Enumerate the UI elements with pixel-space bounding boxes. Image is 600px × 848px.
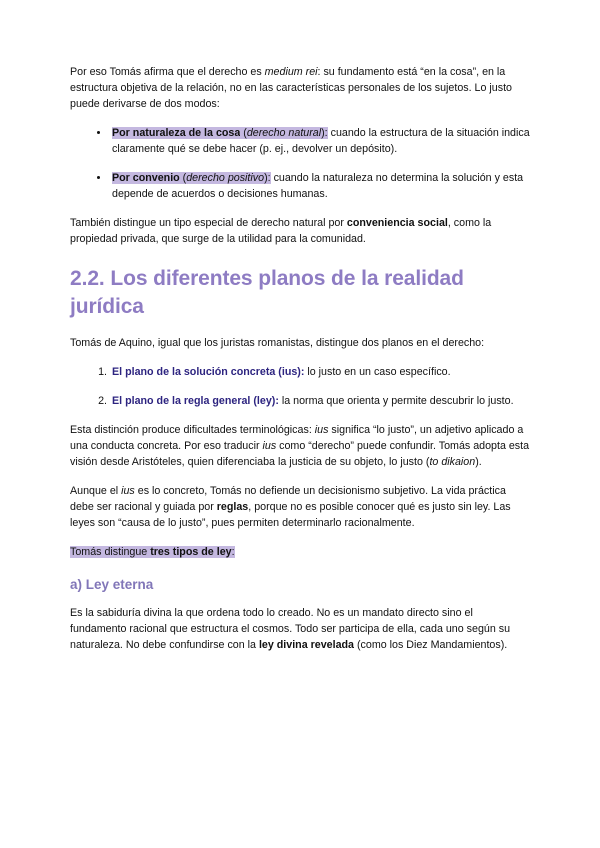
numbered-list (70, 364, 532, 409)
text-run: como “derecho” puede confundir. Tomás adopta esta visión desde Aristóteles, quien diferenciaba la justicia de su objeto, lo justo ( (70, 440, 530, 468)
text-run: es lo concreto, Tomás no defiende un decisionismo subjetivo. La vida práctica debe ser racional y guiada por (70, 485, 506, 513)
paragraph (70, 335, 532, 351)
text-run: cuando la estructura de la situación indica claramente qué se debe hacer (p. ej., devolver un depósito). (112, 127, 530, 155)
text-run: Tomás de Aquino, igual que los juristas romanistas, distingue dos planos en el derecho: (70, 337, 485, 349)
text-run: ): (264, 172, 271, 184)
text-run-italic: derecho positivo (186, 172, 265, 184)
paragraph (70, 605, 532, 653)
text-run-bold: ley divina revelada (258, 639, 354, 651)
text-run: : (231, 546, 235, 558)
text-run: Por eso Tomás afirma que el derecho es (70, 66, 265, 78)
text-run: Es la sabiduría divina la que ordena todo lo creado. No es un mandato directo sino el fundamento racional que estructura el cosmos. Todo ser participa de ella, cada uno según su naturaleza. No debe confundirse con la (70, 607, 511, 651)
text-run-italic: ius (314, 424, 329, 436)
text-run: También distingue un tipo especial de derecho natural por (70, 217, 347, 229)
text-run: Tomás distingue (70, 546, 151, 558)
text-run: cuando la naturaleza no determina la solución y esta depende de acuerdos o decisiones humanas. (112, 172, 524, 200)
text-run-bold: El plano de la solución concreta (ius): (112, 366, 305, 378)
paragraph (70, 422, 532, 470)
text-run: , porque no es posible conocer qué es justo sin ley. Las leyes son “causa de lo justo”, pues permiten determinarlo racionalmente. (70, 501, 511, 529)
text-run-bold: Por naturaleza de la cosa (112, 127, 241, 139)
text-run-italic: ius (262, 440, 277, 452)
list-item (110, 393, 532, 409)
text-run-italic: medium rei (264, 66, 318, 78)
section-heading: 2.2. Los diferentes planos de la realidad jurídica (70, 267, 464, 318)
text-run-bold: conveniencia social (346, 217, 448, 229)
paragraph (70, 544, 532, 560)
document-content (70, 64, 532, 653)
text-run: (como los Diez Mandamientos). (354, 639, 508, 651)
text-run: Esta distinción produce dificultades terminológicas: (70, 424, 315, 436)
text-run: ( (179, 172, 187, 184)
text-run-bold: tres tipos de ley (150, 546, 232, 558)
list-item (110, 364, 532, 380)
bullet-list (70, 125, 532, 202)
subsection-heading: a) Ley eterna (70, 577, 154, 592)
text-run: ( (240, 127, 247, 139)
paragraph (70, 215, 532, 247)
text-run-bold: El plano de la regla general (ley): (112, 395, 279, 407)
text-run: Aunque el (70, 485, 122, 497)
paragraph (70, 483, 532, 531)
text-run-italic: to dikaion (429, 456, 476, 468)
text-run: lo justo en un caso específico. (304, 366, 451, 378)
text-run-italic: ius (121, 485, 135, 497)
text-run: : su fundamento está “en la cosa”, en la estructura objetiva de la relación, no en las características personales de los sujetos. Lo justo puede derivarse de dos modos: (70, 66, 512, 110)
text-run: ). (475, 456, 482, 468)
paragraph (70, 64, 532, 112)
list-item (110, 125, 532, 157)
list-item (110, 170, 532, 202)
text-run: la norma que orienta y permite descubrir lo justo. (278, 395, 514, 407)
text-run-bold: reglas (216, 501, 249, 513)
text-run: , como la propiedad privada, que surge de la utilidad para la comunidad. (70, 217, 492, 245)
text-run-bold: Por convenio (112, 172, 180, 184)
text-run: ): (321, 127, 328, 139)
text-run-italic: derecho natural (246, 127, 322, 139)
text-run: significa “lo justo”, un adjetivo aplicado a una conducta concreta. Por eso traducir (70, 424, 524, 452)
